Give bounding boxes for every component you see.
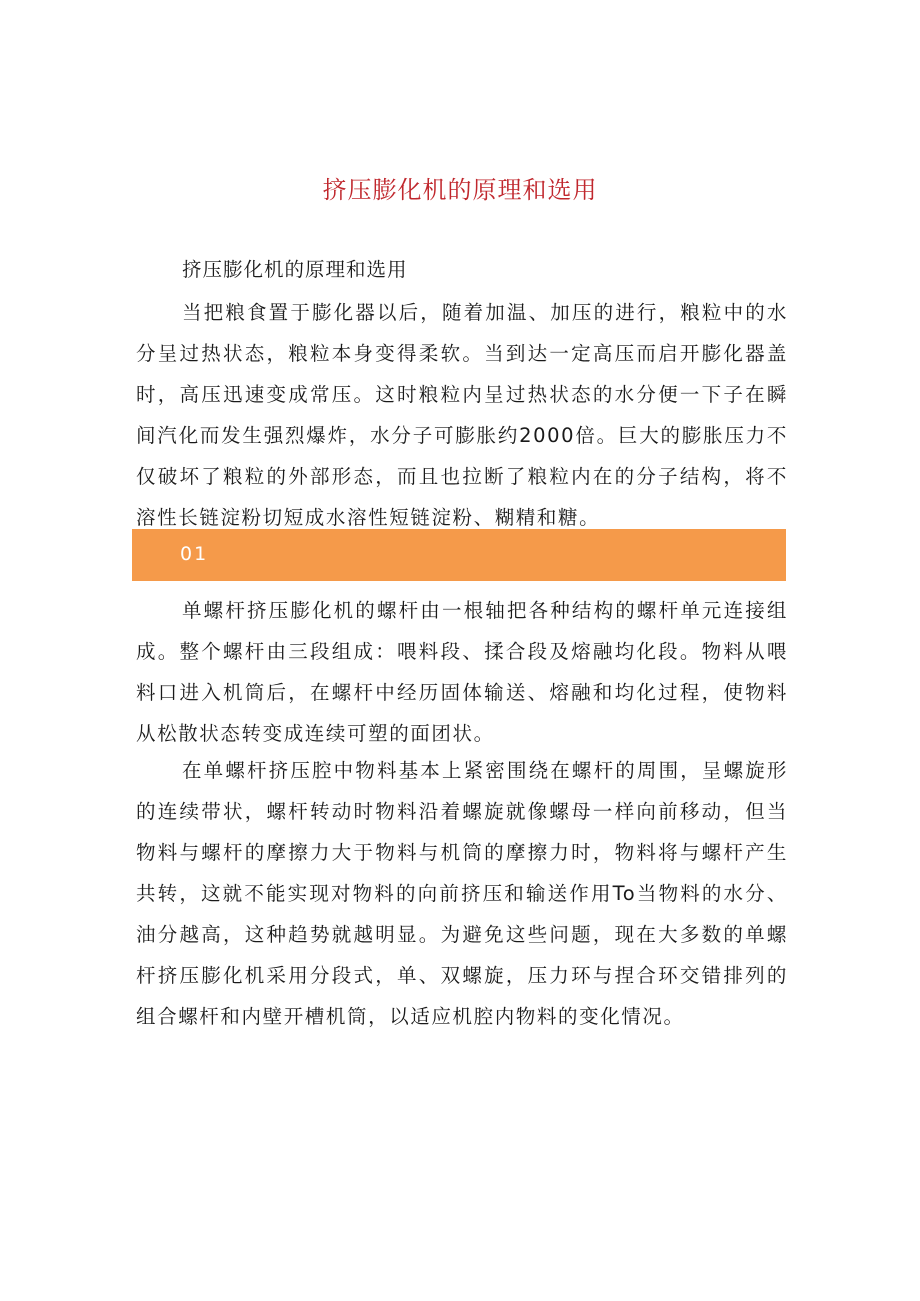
extrusion-chamber-block bbox=[136, 750, 788, 1037]
paragraph-extrusion-chamber: 在单螺杆挤压腔中物料基本上紧密围绕在螺杆的周围，呈螺旋形的连续带状，螺杆转动时物料沿着螺旋就像螺母一样向前移动，但当物料与螺杆的摩擦力大于物料与机筒的摩擦力时，物料将与螺杆产生共转，这就不能实现对物料的向前挤压和输送作用To当物料的水分、油分越高，这种趋势就越明显。为避免这些问题，现在大多数的单螺杆挤压膨化机采用分段式，单、双螺旋，压力环与捏合环交错排列的组合螺杆和内壁开槽机筒，以适应机腔内物料的变化情况。 bbox=[136, 759, 788, 1028]
section-header-bar bbox=[132, 529, 786, 581]
document-title: 挤压膨化机的原理和选用 bbox=[322, 176, 598, 204]
section-number: 01 bbox=[180, 543, 209, 565]
intro-block bbox=[136, 292, 788, 538]
document-body bbox=[136, 252, 788, 288]
paragraph-screw-structure: 单螺杆挤压膨化机的螺杆由一根轴把各种结构的螺杆单元连接组成。整个螺杆由三段组成：喂料段、揉合段及熔融均化段。物料从喂料口进入机筒后，在螺杆中经历固体输送、熔融和均化过程，使物料从松散状态转变成连续可塑的面团状。 bbox=[136, 599, 788, 745]
document-subtitle: 挤压膨化机的原理和选用 bbox=[182, 258, 408, 281]
paragraph-intro: 当把粮食置于膨化器以后，随着加温、加压的进行，粮粒中的水分呈过热状态，粮粒本身变得柔软。当到达一定高压而启开膨化器盖时，高压迅速变成常压。这时粮粒内呈过热状态的水分便一下子在瞬间汽化而发生强烈爆炸，水分子可膨胀约2000倍。巨大的膨胀压力不仅破坏了粮粒的外部形态，而且也拉断了粮粒内在的分子结构，将不溶性长链淀粉切短成水溶性短链淀粉、糊精和糖。 bbox=[136, 301, 788, 529]
screw-structure-block bbox=[136, 590, 788, 754]
